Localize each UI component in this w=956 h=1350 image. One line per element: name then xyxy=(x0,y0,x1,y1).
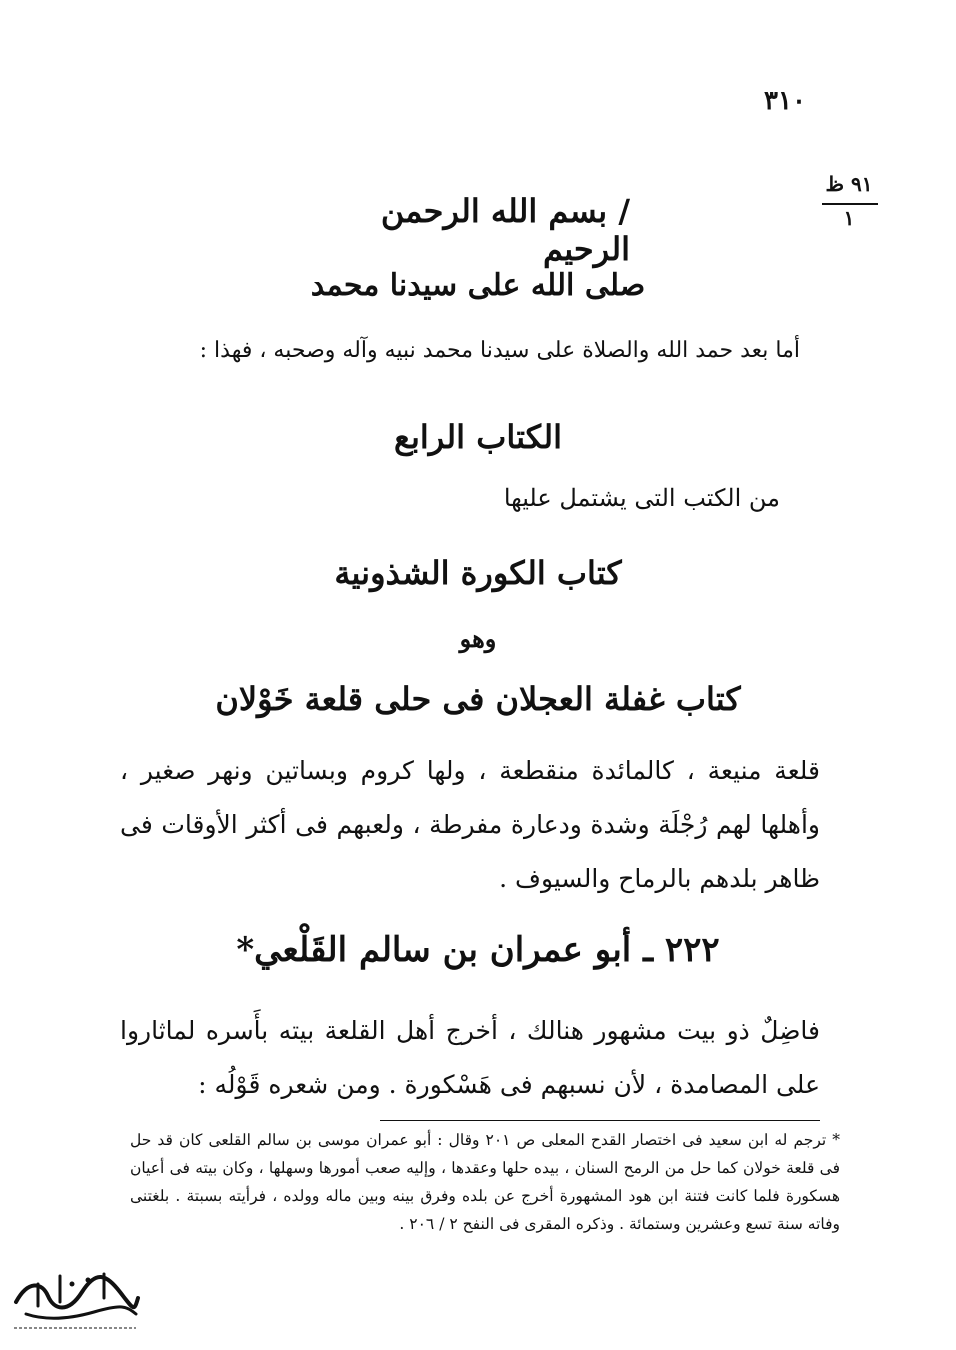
stamp-calligraphy-icon xyxy=(8,1262,143,1340)
sub-book-title: كتاب غفلة العجلان فى حلى قلعة خَوْلان xyxy=(215,680,741,718)
folio-divider xyxy=(822,203,878,205)
footnote: * ترجم له ابن سعيد فى اختصار القدح المعلى ص ٢٠١ وقال : أبو عمران موسى بن سالم القلعى كان قد حل فى قلعة خولان كما حل من الرمح السنان ، بيده حلها وعقدها ، وإليه صعب أمورها وسهلها ، وكان بيته فى أعيان هسكورة فلما كانت فتنة ابن هود المشهورة أخرج عن بلده وفرق بينه وبين ماله وولده ، فرأيته بسبتة . بلغتنى وفاته سنة تسع وعشرين وستمائة . وذكره المقرى فى النفح ٢ / ٢٠٦ . xyxy=(130,1131,841,1233)
library-stamp-logo xyxy=(8,1262,143,1340)
page-number: ٣١٠ xyxy=(764,86,806,116)
book-subheading: من الكتب التى يشتمل عليها xyxy=(503,484,780,512)
connector-text: وهو xyxy=(459,624,497,653)
footnote-divider xyxy=(380,1120,820,1121)
intro-line: أما بعد حمد الله والصلاة على سيدنا محمد نبيه وآله وصحبه ، فهذا : xyxy=(199,338,800,363)
basmala: / بسم الله الرحمن الرحيم xyxy=(380,192,630,268)
book-heading: الكتاب الرابع xyxy=(393,418,563,456)
description-paragraph: قلعة منيعة ، كالمائدة منقطعة ، ولها كروم وبساتين ونهر صغير ، وأهلها لهم رُجْلَة وشدة ودعارة مفرطة ، ولعبهم فى أكثر الأوقات فى ظاهر بلدهم بالرماح والسيوف . xyxy=(120,756,820,893)
entry-heading: ٢٢٢ ـ أبو عمران بن سالم القَلْعي* xyxy=(236,930,720,970)
book-title: كتاب الكورة الشذونية xyxy=(334,554,622,592)
entry-paragraph: فاضِلٌ ذو بيت مشهور هنالك ، أخرج أهل القلعة بيته بأَسره لماثاروا على المصامدة ، لأن نسبهم فى هَسْكورة . ومن شعره قَوْلُه : xyxy=(120,1016,820,1099)
folio-reference: ٩١ ظ xyxy=(825,172,873,196)
folio-line-number: ١ xyxy=(843,206,855,230)
salla-line: صلى الله على سيدنا محمد xyxy=(310,268,646,303)
